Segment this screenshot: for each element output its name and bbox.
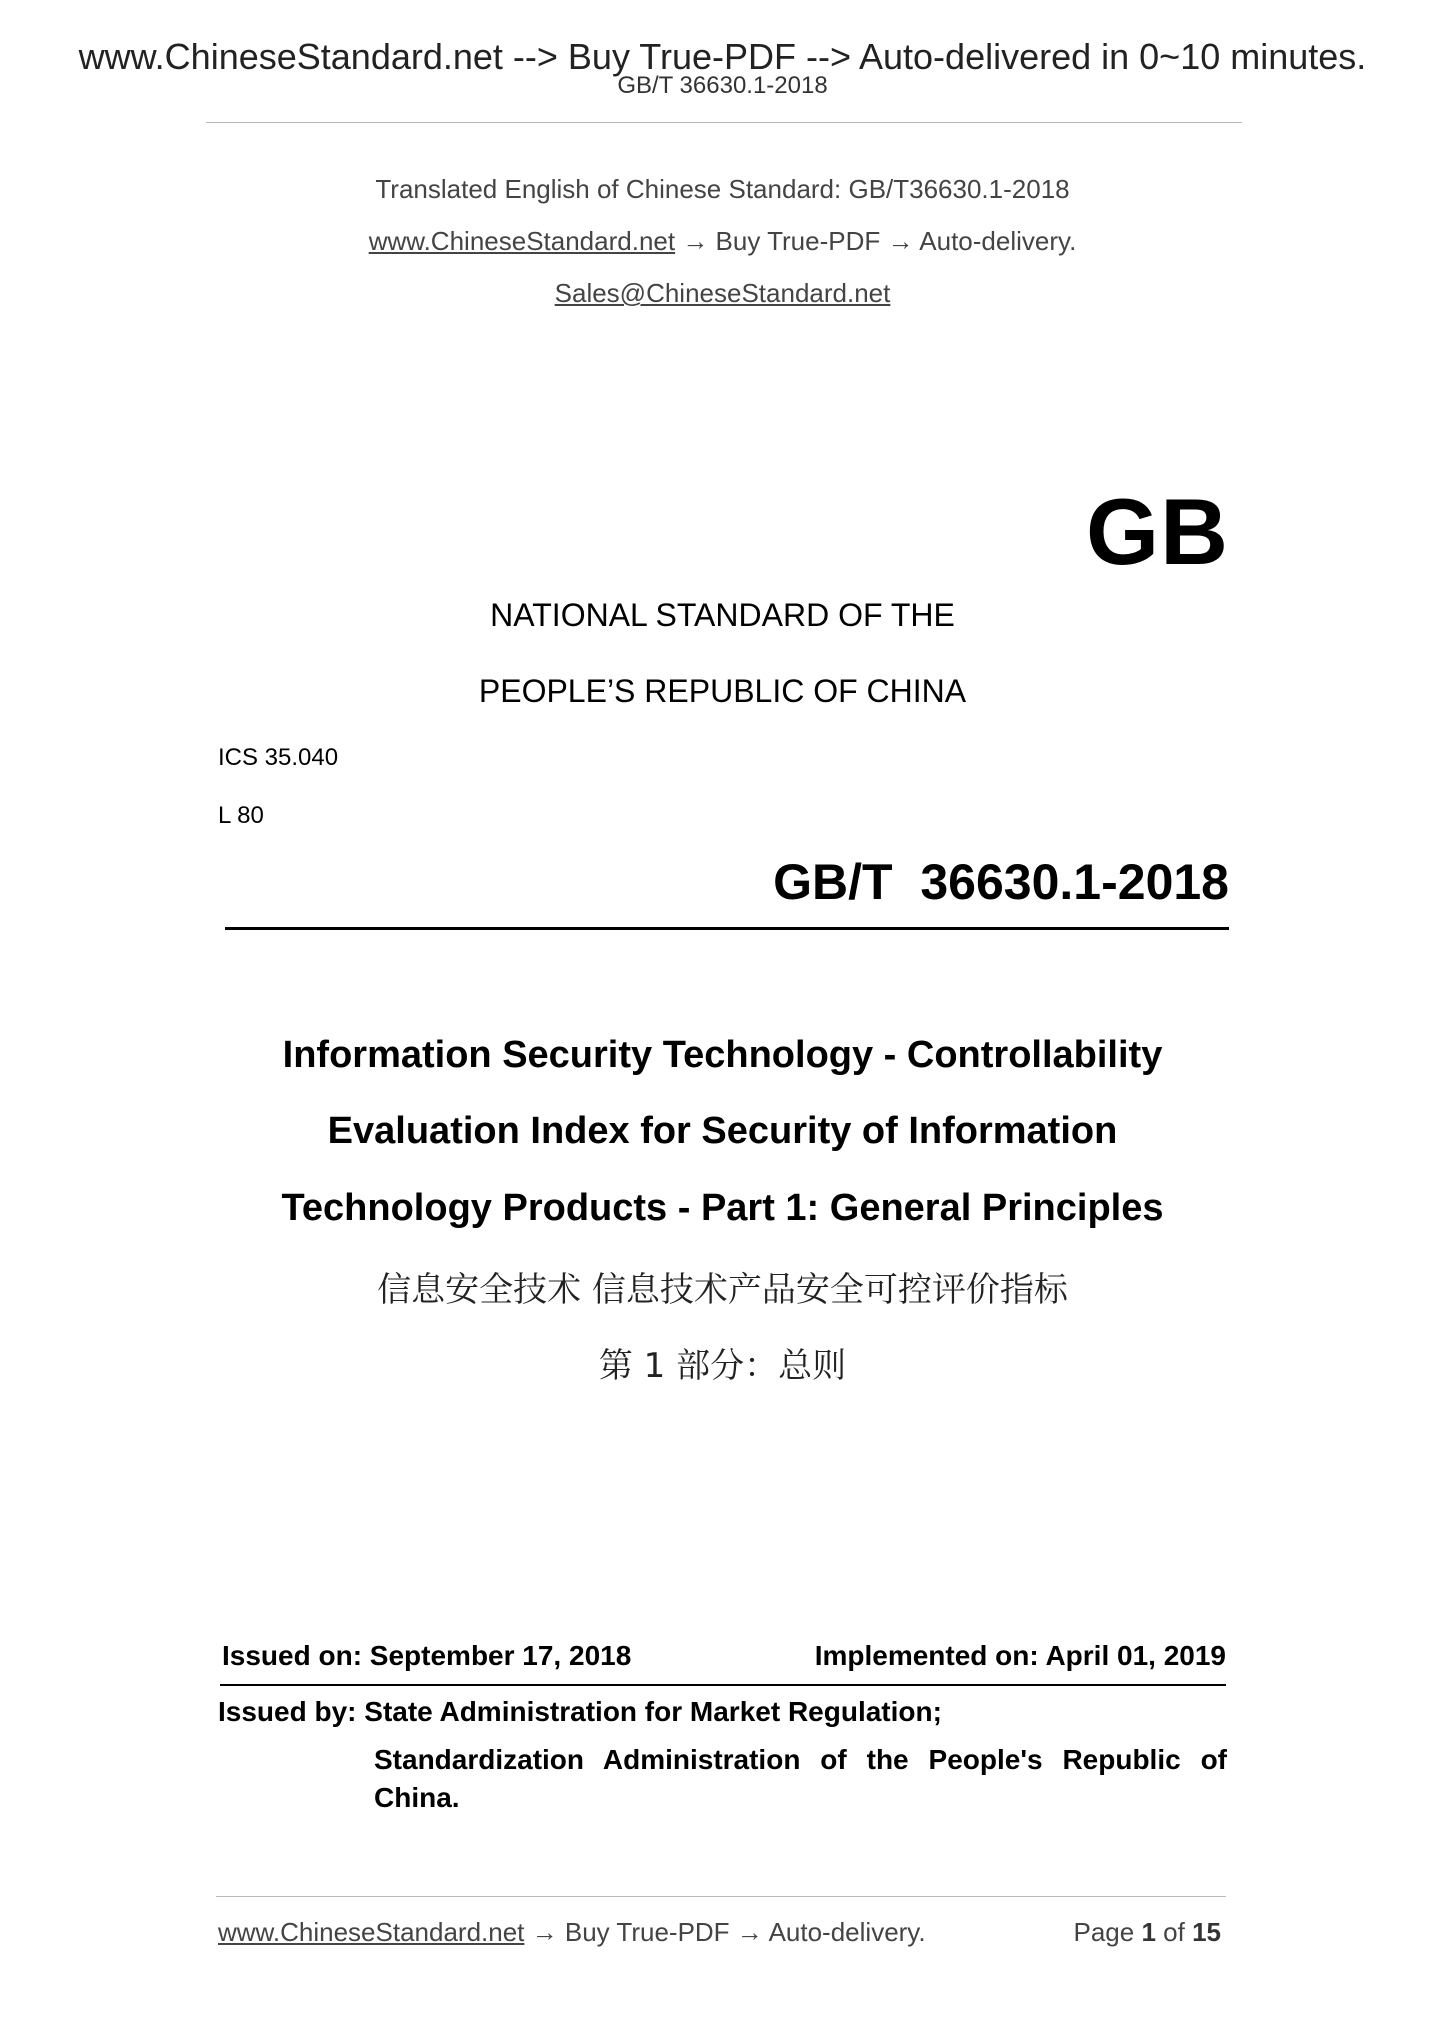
classification-code: L 80 (218, 802, 264, 829)
translation-title: Translated English of Chinese Standard: GB/T36630.1-2018 (375, 174, 1070, 204)
issued-by-line-2: Standardization Administration of the People's Republic of (374, 1744, 1227, 1775)
footer-links-rest: → Buy True-PDF → Auto-delivery. (524, 1917, 926, 1947)
standard-code-rule (225, 927, 1229, 930)
page-current: 1 (1141, 1917, 1156, 1947)
page-label: Page (1073, 1917, 1135, 1947)
title-line-3: Technology Products - Part 1: General Principles (281, 1187, 1164, 1229)
footer-site-link[interactable]: www.ChineseStandard.net (218, 1917, 525, 1947)
gb-logo: GB (1086, 479, 1229, 584)
sales-email-link[interactable]: Sales@ChineseStandard.net (554, 278, 891, 308)
page-indicator (1073, 1917, 1221, 1948)
chinese-title-line-1: 信息安全技术 信息技术产品安全可控评价指标 (377, 1270, 1068, 1310)
links-rest-text: → Buy True-PDF → Auto-delivery. (675, 226, 1077, 256)
footer-divider (216, 1896, 1226, 1897)
header-standard-code: GB/T 36630.1-2018 (617, 72, 828, 99)
footer-links (218, 1917, 926, 1948)
translation-links (0, 226, 1445, 257)
header-divider (206, 122, 1242, 123)
issued-by-line-3: China. (374, 1782, 460, 1813)
chinese-title-line-2: 第 1 部分：总则 (598, 1346, 847, 1386)
national-standard-line-1: NATIONAL STANDARD OF THE (490, 597, 955, 633)
ics-code: ICS 35.040 (218, 744, 339, 771)
issue-rule (220, 1684, 1226, 1686)
page-total: 15 (1192, 1917, 1221, 1947)
standard-code: GB/T 36630.1-2018 (773, 854, 1229, 910)
issued-by: Issued by: State Administration for Market Regulation; (218, 1696, 942, 1727)
site-link[interactable]: www.ChineseStandard.net (368, 226, 676, 256)
national-standard-line-2: PEOPLE’S REPUBLIC OF CHINA (478, 673, 967, 709)
title-line-2: Evaluation Index for Security of Information (327, 1110, 1118, 1152)
implemented-on-date: Implemented on: April 01, 2019 (814, 1640, 1226, 1671)
title-line-1: Information Security Technology - Controllability (282, 1034, 1163, 1076)
issued-on-date: Issued on: September 17, 2018 (222, 1640, 632, 1671)
top-banner[interactable]: www.ChineseStandard.net --> Buy True-PDF --> Auto-delivered in 0~10 minutes. (78, 36, 1367, 77)
sales-email-line (0, 278, 1445, 309)
page-of: of (1163, 1917, 1185, 1947)
